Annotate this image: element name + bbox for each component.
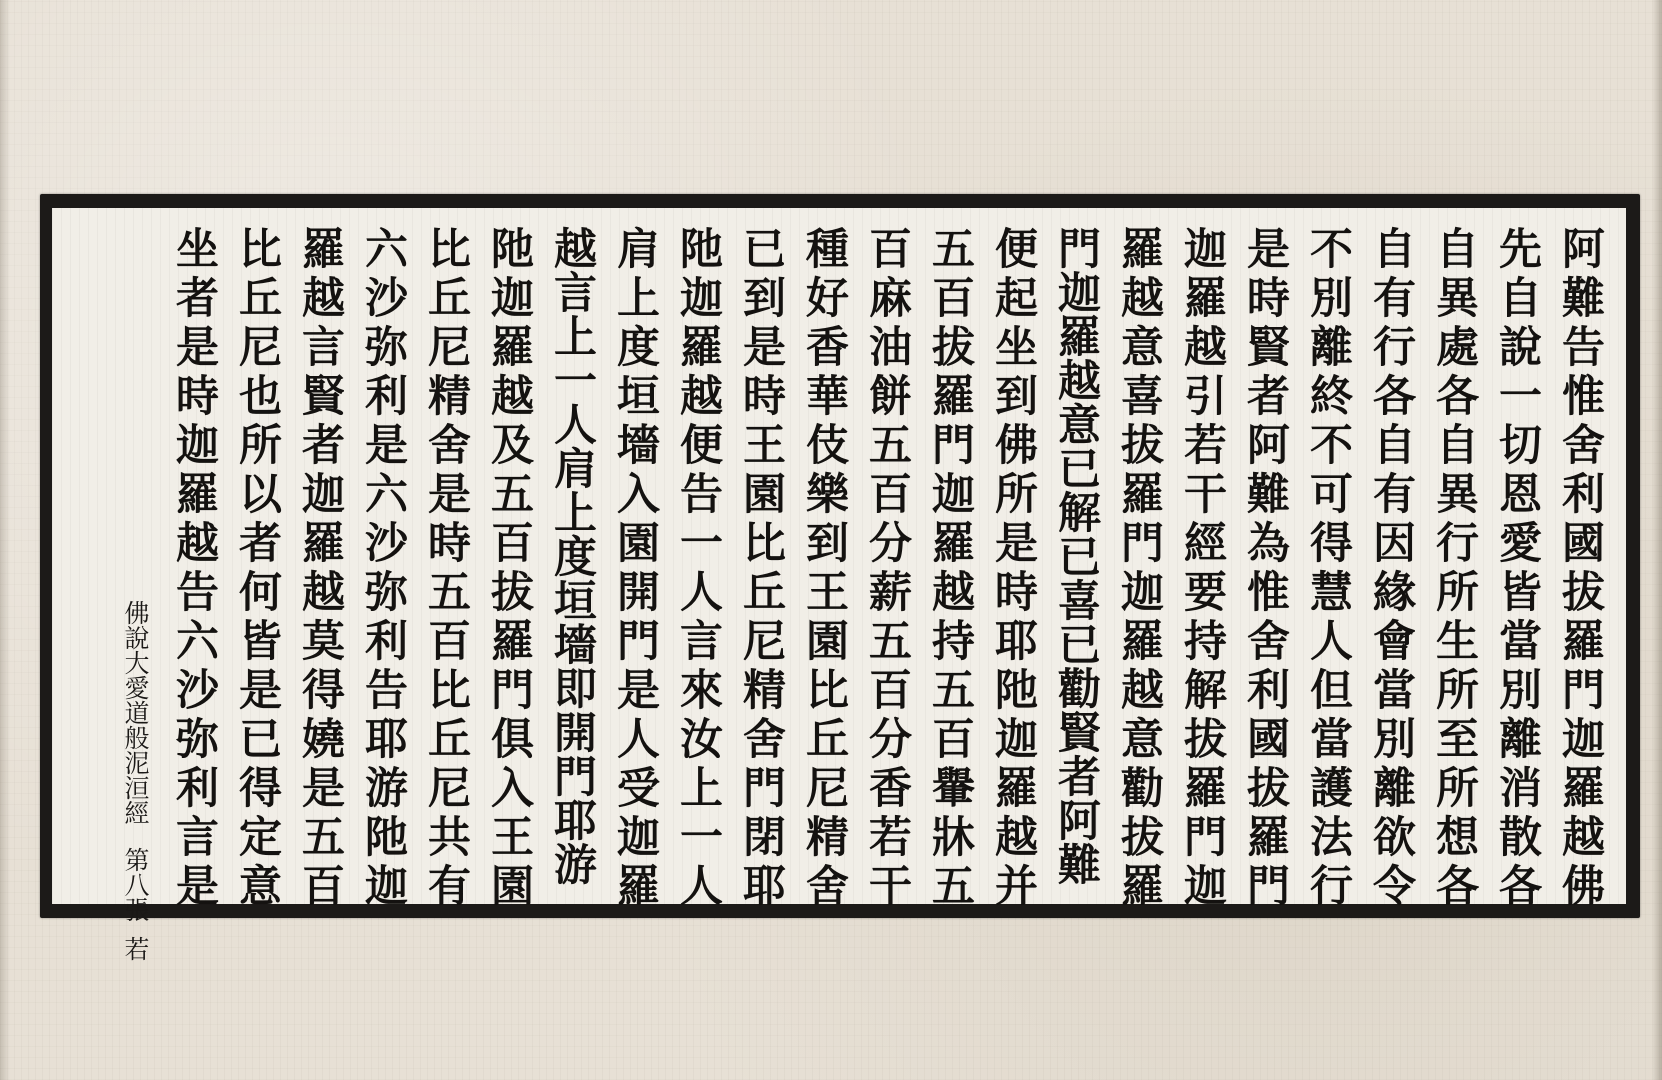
- text-column: 種好香華伎樂到王園比丘尼精舍: [799, 226, 849, 912]
- text-column: 肩上度垣墻入園開門是人受迦羅: [610, 226, 660, 912]
- text-column: 自異處各自異行所生所至所想各: [1429, 226, 1479, 912]
- text-column: 阿難告惟舍利國拔羅門迦羅越佛: [1555, 226, 1605, 912]
- text-column: 比丘尼精舍是時五百比丘尼共有: [421, 226, 471, 912]
- volume-mark: 若: [121, 936, 150, 961]
- text-column: 羅越意喜拔羅門迦羅越意勸拔羅: [1114, 226, 1164, 912]
- text-columns: [52, 208, 1626, 961]
- text-column: 羅越言賢者迦羅越莫得嬈是五百: [295, 226, 345, 912]
- left-page-edge: [0, 0, 10, 1080]
- text-column: 不別離終不可得慧人但當護法行: [1303, 226, 1353, 912]
- sutra-footer: [118, 600, 152, 961]
- text-column: 阤迦羅越便告一人言來汝上一人: [673, 226, 723, 912]
- text-column: 先自說一切恩愛皆當別離消散各: [1492, 226, 1542, 912]
- woodblock-print-frame: [40, 194, 1640, 961]
- text-column: 坐者是時迦羅越告六沙弥利言是: [169, 226, 219, 912]
- text-column: 自有行各自有因緣會當別離欲令: [1366, 226, 1416, 912]
- text-column: 越言上一人肩上度垣墻即開門耶游: [547, 226, 597, 886]
- text-column: 迦羅越引若干經要持解拔羅門迦: [1177, 226, 1227, 912]
- text-panel: [52, 208, 1626, 961]
- text-column: 便起坐到佛所是時耶阤迦羅越并: [988, 226, 1038, 912]
- text-column: 百麻油餅五百分薪五百分香若干: [862, 226, 912, 912]
- text-column: 六沙弥利是六沙弥利告耶游阤迦: [358, 226, 408, 912]
- text-column: 已到是時王園比丘尼精舍門閉耶: [736, 226, 786, 912]
- text-column: 是時賢者阿難為惟舍利國拔羅門: [1240, 226, 1290, 912]
- sutra-title: 佛說大愛道般泥洹經: [121, 600, 150, 825]
- page-number: 第八張: [121, 847, 150, 922]
- right-page-edge: [1652, 0, 1662, 1080]
- text-column: 阤迦羅越及五百拔羅門俱入王園: [484, 226, 534, 912]
- text-column: 五百拔羅門迦羅越持五百轝牀五: [925, 226, 975, 912]
- text-column: 門迦羅越意已解已喜已勸賢者阿難: [1051, 226, 1101, 886]
- text-column: 比丘尼也所以者何皆是已得定意: [232, 226, 282, 912]
